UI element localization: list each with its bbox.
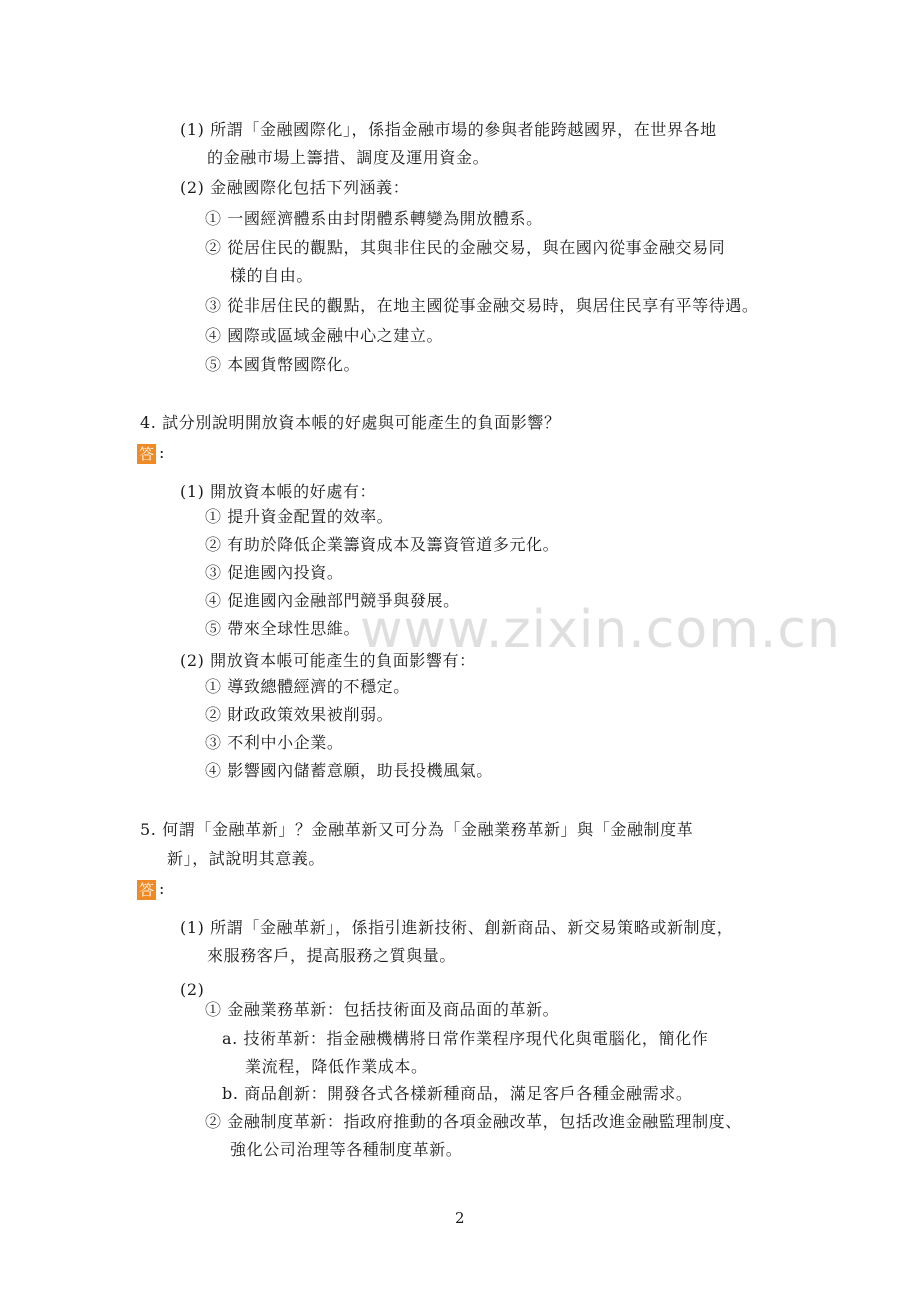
q4-negative-1: ① 導致總體經濟的不穩定。 bbox=[205, 677, 410, 696]
q4-negatives-heading: (2) 開放資本帳可能產生的負面影響有： bbox=[180, 651, 476, 670]
answer-colon-q4: : bbox=[159, 443, 165, 462]
intl-para-2: (2) 金融國際化包括下列涵義： bbox=[180, 178, 410, 197]
intl-para-1-line-2: 的金融市場上籌措、調度及運用資金。 bbox=[207, 148, 490, 167]
q5-para-2-label: (2) bbox=[180, 980, 205, 999]
question-5-line-1: 5. 何謂「金融革新」？金融革新又可分為「金融業務革新」與「金融制度革 bbox=[140, 820, 694, 839]
q5-tech-innovation-line-2: 業流程，降低作業成本。 bbox=[245, 1057, 428, 1076]
intl-item-1: ① 一國經濟體系由封閉體系轉變為開放體系。 bbox=[205, 209, 543, 228]
q5-system-innovation-line-2: 強化公司治理等各種制度革新。 bbox=[230, 1140, 463, 1159]
q5-product-innovation: b. 商品創新：開發各式各樣新種商品，滿足客戶各種金融需求。 bbox=[222, 1084, 693, 1103]
q5-system-innovation-line-1: ② 金融制度革新：指政府推動的各項金融改革，包括改進金融監理制度、 bbox=[205, 1112, 742, 1131]
q4-benefit-4: ④ 促進國內金融部門競爭與發展。 bbox=[205, 591, 460, 610]
q4-negative-3: ③ 不利中小企業。 bbox=[205, 733, 344, 752]
q5-para-1-line-2: 來服務客戶，提高服務之質與量。 bbox=[207, 946, 457, 965]
q4-benefits-heading: (1) 開放資本帳的好處有： bbox=[180, 482, 377, 501]
intl-item-3: ③ 從非居住民的觀點，在地主國從事金融交易時，與居住民享有平等待遇。 bbox=[205, 296, 759, 315]
q5-business-innovation: ① 金融業務革新：包括技術面及商品面的革新。 bbox=[205, 1000, 560, 1019]
answer-colon-q5: : bbox=[159, 879, 165, 898]
q5-tech-innovation-line-1: a. 技術革新：指金融機構將日常作業程序現代化與電腦化，簡化作 bbox=[222, 1029, 709, 1048]
answer-label-q5: 答 bbox=[139, 881, 155, 899]
q4-negative-4: ④ 影響國內儲蓄意願，助長投機風氣。 bbox=[205, 761, 493, 780]
answer-label-q4: 答 bbox=[139, 445, 155, 463]
q4-benefit-5: ⑤ 帶來全球性思維。 bbox=[205, 619, 361, 638]
intl-item-5: ⑤ 本國貨幣國際化。 bbox=[205, 355, 361, 374]
intl-item-2-line-2: 樣的自由。 bbox=[230, 266, 314, 285]
intl-item-2-line-1: ② 從居住民的觀點，其與非住民的金融交易，與在國內從事金融交易同 bbox=[205, 238, 726, 257]
question-4: 4. 試分別說明開放資本帳的好處與可能產生的負面影響？ bbox=[140, 413, 561, 432]
question-5-line-2: 新」，試說明其意義。 bbox=[167, 849, 326, 868]
intl-item-4: ④ 國際或區域金融中心之建立。 bbox=[205, 326, 444, 345]
q4-negative-2: ② 財政政策效果被削弱。 bbox=[205, 705, 394, 724]
intl-para-1-line-1: (1) 所謂「金融國際化」，係指金融市場的參與者能跨越國界，在世界各地 bbox=[180, 120, 717, 139]
q4-benefit-2: ② 有助於降低企業籌資成本及籌資管道多元化。 bbox=[205, 535, 560, 554]
watermark: www.zixin.com.cn bbox=[360, 600, 841, 660]
q4-benefit-3: ③ 促進國內投資。 bbox=[205, 563, 344, 582]
page-number: 2 bbox=[455, 1209, 465, 1227]
q5-para-1-line-1: (1) 所謂「金融革新」，係指引進新技術、創新商品、新交易策略或新制度， bbox=[180, 918, 734, 937]
q4-benefit-1: ① 提升資金配置的效率。 bbox=[205, 507, 394, 526]
